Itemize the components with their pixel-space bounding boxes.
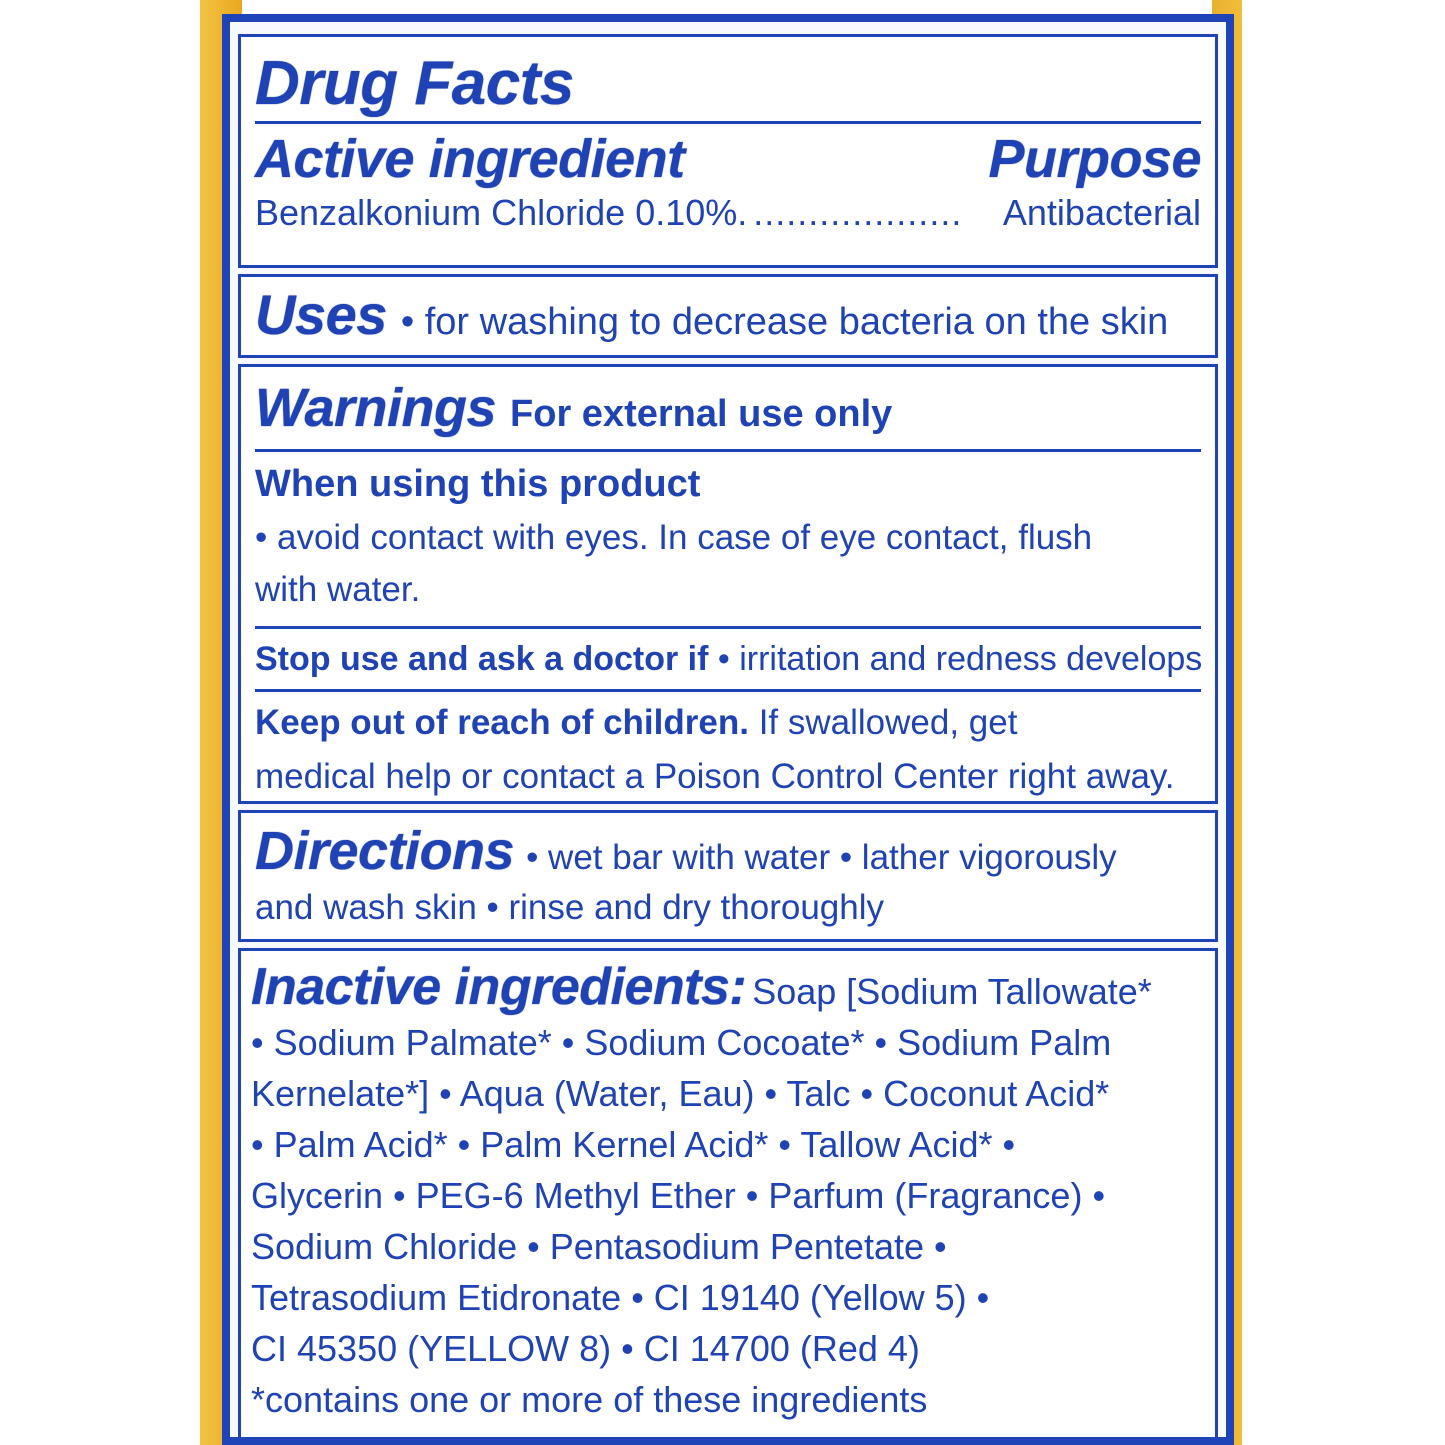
- inactive-first: Soap [Sodium Tallowate*: [752, 971, 1152, 1012]
- when-using-line2: with water.: [255, 570, 421, 609]
- inactive-line: • Palm Acid* • Palm Kernel Acid* • Tallow Acid* •: [251, 1124, 1016, 1165]
- active-ingredient-row: [255, 190, 1201, 236]
- keep-out-line1: [255, 696, 1201, 750]
- directions-heading: Directions: [255, 821, 515, 881]
- stop-use-text: • irritation and redness develops: [717, 640, 1203, 678]
- external-use-text: For external use only: [510, 393, 893, 435]
- drug-facts-title: Drug Facts: [255, 49, 574, 118]
- active-ingredient-box: [238, 34, 1218, 268]
- inactive-heading: Inactive ingredients:: [251, 958, 747, 1016]
- active-heading-row: [255, 128, 1201, 190]
- keep-out-text1: If swallowed, get: [758, 703, 1018, 742]
- stop-use-heading: Stop use and ask a doctor if: [255, 640, 709, 678]
- inactive-line: • Sodium Palmate* • Sodium Cocoate* • Sodium Palm: [251, 1022, 1112, 1063]
- inactive-line: Glycerin • PEG-6 Methyl Ether • Parfum (Fragrance) •: [251, 1175, 1106, 1216]
- inactive-line: Sodium Chloride • Pentasodium Pentetate •: [251, 1226, 947, 1267]
- inactive-footnote: *contains one or more of these ingredients: [251, 1379, 928, 1420]
- uses-box: [238, 274, 1218, 358]
- directions-line2: and wash skin • rinse and dry thoroughly: [255, 888, 884, 927]
- keep-out-line2: medical help or contact a Poison Control Center right away.: [255, 757, 1175, 796]
- stop-use-line: [255, 629, 1201, 689]
- drug-facts-panel: [222, 14, 1234, 1445]
- inactive-ingredients-box: [238, 948, 1218, 1445]
- inactive-line: Kernelate*] • Aqua (Water, Eau) • Talc • Coconut Acid*: [251, 1073, 1110, 1114]
- directions-box: [238, 810, 1218, 942]
- warnings-rule: [255, 449, 1201, 452]
- active-ingredient-heading: Active ingredient: [255, 129, 685, 189]
- title-rule: [255, 121, 1201, 124]
- uses-heading: Uses: [255, 283, 387, 346]
- warnings-box: [238, 364, 1218, 804]
- inactive-line: Tetrasodium Etidronate • CI 19140 (Yellow 5) •: [251, 1277, 990, 1318]
- purpose-value: Antibacterial: [1002, 192, 1201, 233]
- keep-out-heading: Keep out of reach of children.: [255, 703, 749, 742]
- when-using-heading: When using this product: [255, 463, 701, 505]
- inactive-line: CI 45350 (YELLOW 8) • CI 14700 (Red 4): [251, 1328, 920, 1369]
- active-ingredient-value: Benzalkonium Chloride 0.10%.: [255, 192, 748, 233]
- leader-dots: ...................: [753, 192, 963, 233]
- keep-out-rule: [255, 689, 1201, 692]
- directions-line1: • wet bar with water • lather vigorously: [526, 838, 1117, 877]
- warnings-heading: Warnings: [255, 378, 497, 438]
- when-using-line1: • avoid contact with eyes. In case of eye contact, flush: [255, 518, 1093, 557]
- uses-text: • for washing to decrease bacteria on the skin: [400, 301, 1169, 343]
- purpose-heading: Purpose: [988, 129, 1201, 189]
